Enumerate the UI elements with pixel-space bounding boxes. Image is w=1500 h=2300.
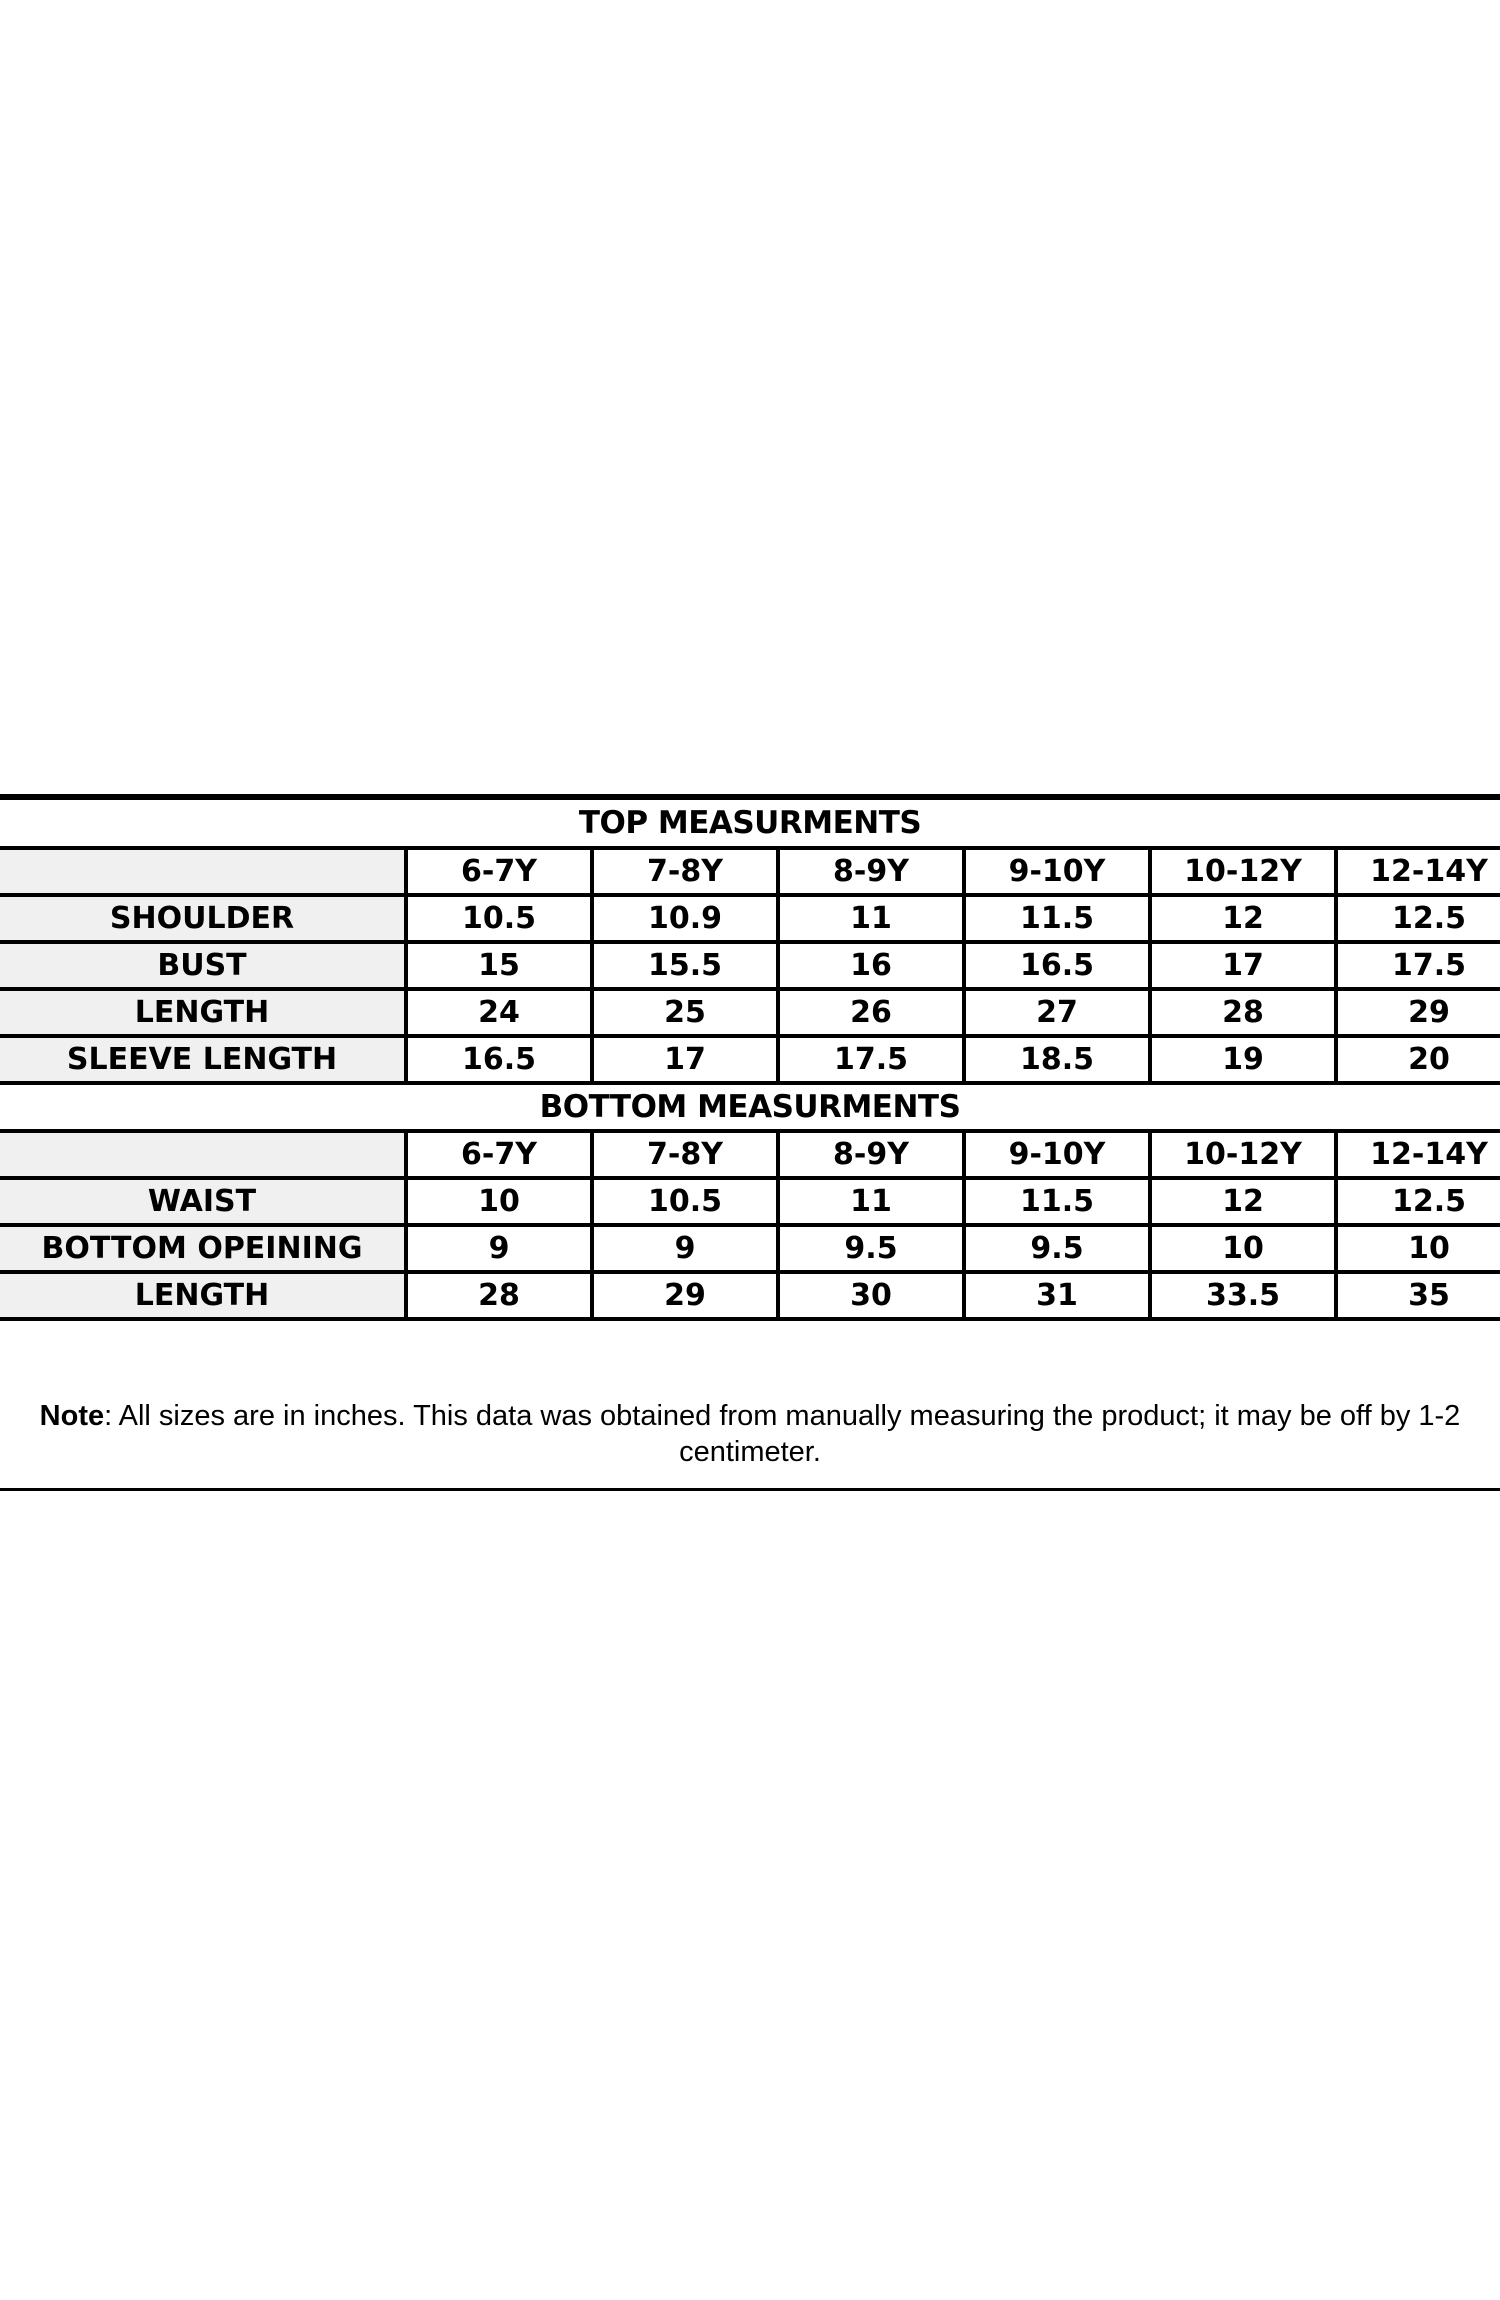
bottom-table-row xyxy=(0,1225,1500,1272)
top-value-cell: 10.5 xyxy=(406,895,592,942)
bottom-value-cell: 9 xyxy=(406,1225,592,1272)
top-value-cell: 12 xyxy=(1150,895,1336,942)
bottom-value-cell: 9 xyxy=(592,1225,778,1272)
bottom-size-header: 7-8Y xyxy=(592,1131,778,1178)
bottom-value-cell: 29 xyxy=(592,1272,778,1319)
top-value-cell: 17 xyxy=(592,1036,778,1083)
top-header-blank-cell xyxy=(0,848,406,895)
top-value-cell: 12.5 xyxy=(1336,895,1500,942)
top-value-cell: 27 xyxy=(964,989,1150,1036)
top-table-row xyxy=(0,989,1500,1036)
top-size-header: 7-8Y xyxy=(592,848,778,895)
top-value-cell: 15.5 xyxy=(592,942,778,989)
top-row-label: SHOULDER xyxy=(0,895,406,942)
bottom-table-row xyxy=(0,1178,1500,1225)
top-value-cell: 24 xyxy=(406,989,592,1036)
top-size-header: 8-9Y xyxy=(778,848,964,895)
bottom-value-cell: 11 xyxy=(778,1178,964,1225)
top-value-cell: 19 xyxy=(1150,1036,1336,1083)
bottom-size-header: 12-14Y xyxy=(1336,1131,1500,1178)
bottom-header-blank-cell xyxy=(0,1131,406,1178)
top-value-cell: 15 xyxy=(406,942,592,989)
note-text xyxy=(0,1398,1500,1470)
top-size-header: 6-7Y xyxy=(406,848,592,895)
bottom-size-header: 8-9Y xyxy=(778,1131,964,1178)
top-value-cell: 16 xyxy=(778,942,964,989)
top-measurements-title: TOP MEASURMENTS xyxy=(578,805,922,841)
bottom-value-cell: 9.5 xyxy=(778,1225,964,1272)
top-value-cell: 11 xyxy=(778,895,964,942)
size-chart xyxy=(0,794,1500,1321)
top-table-row xyxy=(0,895,1500,942)
bottom-measurements-table xyxy=(0,1129,1500,1321)
top-table-row xyxy=(0,1036,1500,1083)
bottom-table-row xyxy=(0,1272,1500,1319)
bottom-value-cell: 12 xyxy=(1150,1178,1336,1225)
note-rule xyxy=(0,1488,1500,1491)
bottom-row-label: LENGTH xyxy=(0,1272,406,1319)
top-value-cell: 11.5 xyxy=(964,895,1150,942)
bottom-value-cell: 12.5 xyxy=(1336,1178,1500,1225)
bottom-size-header: 9-10Y xyxy=(964,1131,1150,1178)
top-value-cell: 16.5 xyxy=(406,1036,592,1083)
bottom-row-label: WAIST xyxy=(0,1178,406,1225)
top-value-cell: 29 xyxy=(1336,989,1500,1036)
bottom-value-cell: 10 xyxy=(1150,1225,1336,1272)
top-size-header-row xyxy=(0,848,1500,895)
bottom-size-header: 6-7Y xyxy=(406,1131,592,1178)
bottom-value-cell: 33.5 xyxy=(1150,1272,1336,1319)
note-label: Note xyxy=(39,1400,105,1432)
top-row-label: LENGTH xyxy=(0,989,406,1036)
bottom-size-header: 10-12Y xyxy=(1150,1131,1336,1178)
top-value-cell: 16.5 xyxy=(964,942,1150,989)
top-value-cell: 17 xyxy=(1150,942,1336,989)
bottom-value-cell: 10 xyxy=(1336,1225,1500,1272)
top-value-cell: 25 xyxy=(592,989,778,1036)
bottom-row-label: BOTTOM OPEINING xyxy=(0,1225,406,1272)
bottom-value-cell: 35 xyxy=(1336,1272,1500,1319)
top-row-label: SLEEVE LENGTH xyxy=(0,1036,406,1083)
top-measurements-table xyxy=(0,846,1500,1085)
top-size-header: 10-12Y xyxy=(1150,848,1336,895)
bottom-value-cell: 11.5 xyxy=(964,1178,1150,1225)
bottom-value-cell: 9.5 xyxy=(964,1225,1150,1272)
top-value-cell: 26 xyxy=(778,989,964,1036)
top-size-header: 9-10Y xyxy=(964,848,1150,895)
top-value-cell: 18.5 xyxy=(964,1036,1150,1083)
bottom-value-cell: 30 xyxy=(778,1272,964,1319)
bottom-value-cell: 31 xyxy=(964,1272,1150,1319)
top-value-cell: 17.5 xyxy=(1336,942,1500,989)
top-value-cell: 10.9 xyxy=(592,895,778,942)
top-row-label: BUST xyxy=(0,942,406,989)
top-value-cell: 20 xyxy=(1336,1036,1500,1083)
note-body: : All sizes are in inches. This data was obtained from manually measuring the product; it may be off by 1-2 centimeter. xyxy=(104,1400,1461,1468)
bottom-value-cell: 10 xyxy=(406,1178,592,1225)
top-value-cell: 17.5 xyxy=(778,1036,964,1083)
top-value-cell: 28 xyxy=(1150,989,1336,1036)
bottom-size-header-row xyxy=(0,1131,1500,1178)
top-table-row xyxy=(0,942,1500,989)
bottom-value-cell: 10.5 xyxy=(592,1178,778,1225)
bottom-measurements-title: BOTTOM MEASURMENTS xyxy=(539,1089,961,1125)
bottom-value-cell: 28 xyxy=(406,1272,592,1319)
top-size-header: 12-14Y xyxy=(1336,848,1500,895)
